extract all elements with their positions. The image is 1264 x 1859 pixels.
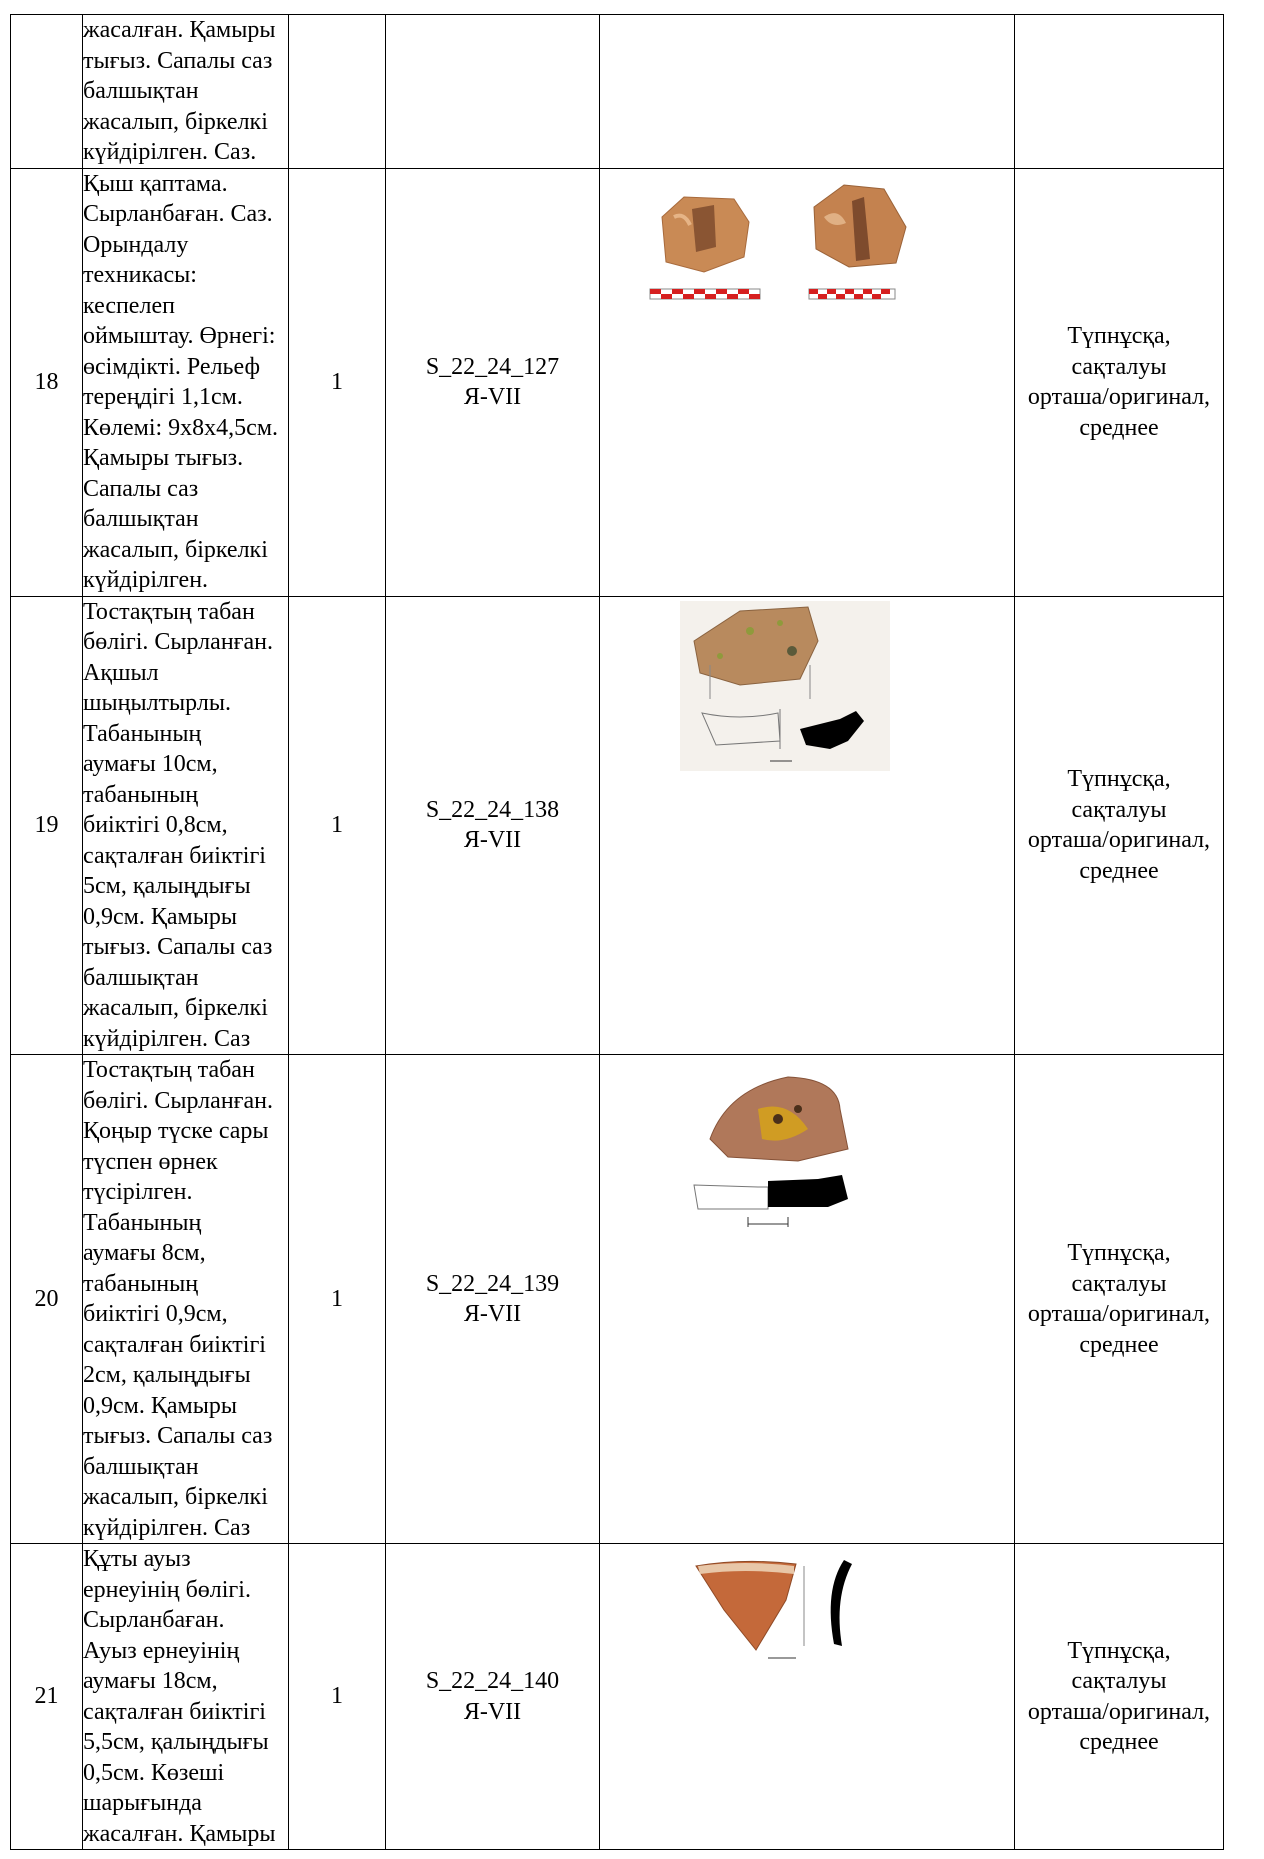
quantity: 1 xyxy=(289,168,386,596)
row-number: 19 xyxy=(11,596,83,1055)
preservation-status: Түпнұсқа, сақталуы орташа/оригинал, среднее xyxy=(1015,1055,1224,1544)
row-number: 20 xyxy=(11,1055,83,1544)
preservation-status: Түпнұсқа, сақталуы орташа/оригинал, среднее xyxy=(1015,1544,1224,1850)
artifact-image-cell xyxy=(600,168,1015,596)
artifact-image-cell xyxy=(600,1055,1015,1544)
artifact-description: жасалған. Қамыры тығыз. Сапалы саз балшықтан жасалып, біркелкі күйдірілген. Саз. xyxy=(83,15,289,169)
artifact-catalog-table xyxy=(10,14,1224,1850)
inventory-code: S_22_24_138 Я-VII xyxy=(386,596,600,1055)
inventory-code: S_22_24_139 Я-VII xyxy=(386,1055,600,1544)
row-number: 21 xyxy=(11,1544,83,1850)
quantity: 1 xyxy=(289,596,386,1055)
jug-rim-photo-drawing xyxy=(684,1550,884,1670)
bowl-base-photo-drawing xyxy=(688,1069,868,1239)
artifact-description: Құты ауыз ернеуінің бөлігі. Сырланбаған. Ауыз ернеуінің аумағы 18см, сақталған биіктігі 5,5см, қалыңдығы 0,5см. Көзеші шарығында жасалған. Қамыры xyxy=(83,1544,289,1850)
artifact-image-cell xyxy=(600,596,1015,1055)
inventory-code: S_22_24_140 Я-VII xyxy=(386,1544,600,1850)
tile-fragment-photos xyxy=(644,177,984,317)
quantity xyxy=(289,15,386,169)
table-row xyxy=(11,15,1224,169)
preservation-status: Түпнұсқа, сақталуы орташа/оригинал, среднее xyxy=(1015,596,1224,1055)
table-row xyxy=(11,1544,1224,1850)
table-row xyxy=(11,168,1224,596)
inventory-code xyxy=(386,15,600,169)
artifact-description: Тостақтың табан бөлігі. Сырланған. Қоңыр түске сары түспен өрнек түсірілген. Табанының аумағы 8см, табанының биіктігі 0,9см, сақталған биіктігі 2см, қалыңдығы 0,9см. Қамыры тығыз. Сапалы саз балшықтан жасалып, біркелкі күйдірілген. Саз xyxy=(83,1055,289,1544)
bowl-base-photo-drawing xyxy=(680,601,900,773)
artifact-description: Қыш қаптама. Сырланбаған. Саз. Орындалу техникасы: кеспелеп оймыштау. Өрнегі: өсімдікті. Рельеф тереңдігі 1,1см. Көлемі: 9х8х4,5см. Қамыры тығыз. Сапалы саз балшықтан жасалып, біркелкі күйдірілген. xyxy=(83,168,289,596)
artifact-image-cell xyxy=(600,15,1015,169)
preservation-status xyxy=(1015,15,1224,169)
table-row xyxy=(11,596,1224,1055)
quantity: 1 xyxy=(289,1055,386,1544)
quantity: 1 xyxy=(289,1544,386,1850)
preservation-status: Түпнұсқа, сақталуы орташа/оригинал, среднее xyxy=(1015,168,1224,596)
artifact-image-cell xyxy=(600,1544,1015,1850)
row-number: 18 xyxy=(11,168,83,596)
inventory-code: S_22_24_127 Я-VII xyxy=(386,168,600,596)
table-row xyxy=(11,1055,1224,1544)
artifact-description: Тостақтың табан бөлігі. Сырланған. Ақшыл шыңылтырлы. Табанының аумағы 10см, табанының биіктігі 0,8см, сақталған биіктігі 5см, қалыңдығы 0,9см. Қамыры тығыз. Сапалы саз балшықтан жасалып, біркелкі күйдірілген. Саз xyxy=(83,596,289,1055)
row-number xyxy=(11,15,83,169)
